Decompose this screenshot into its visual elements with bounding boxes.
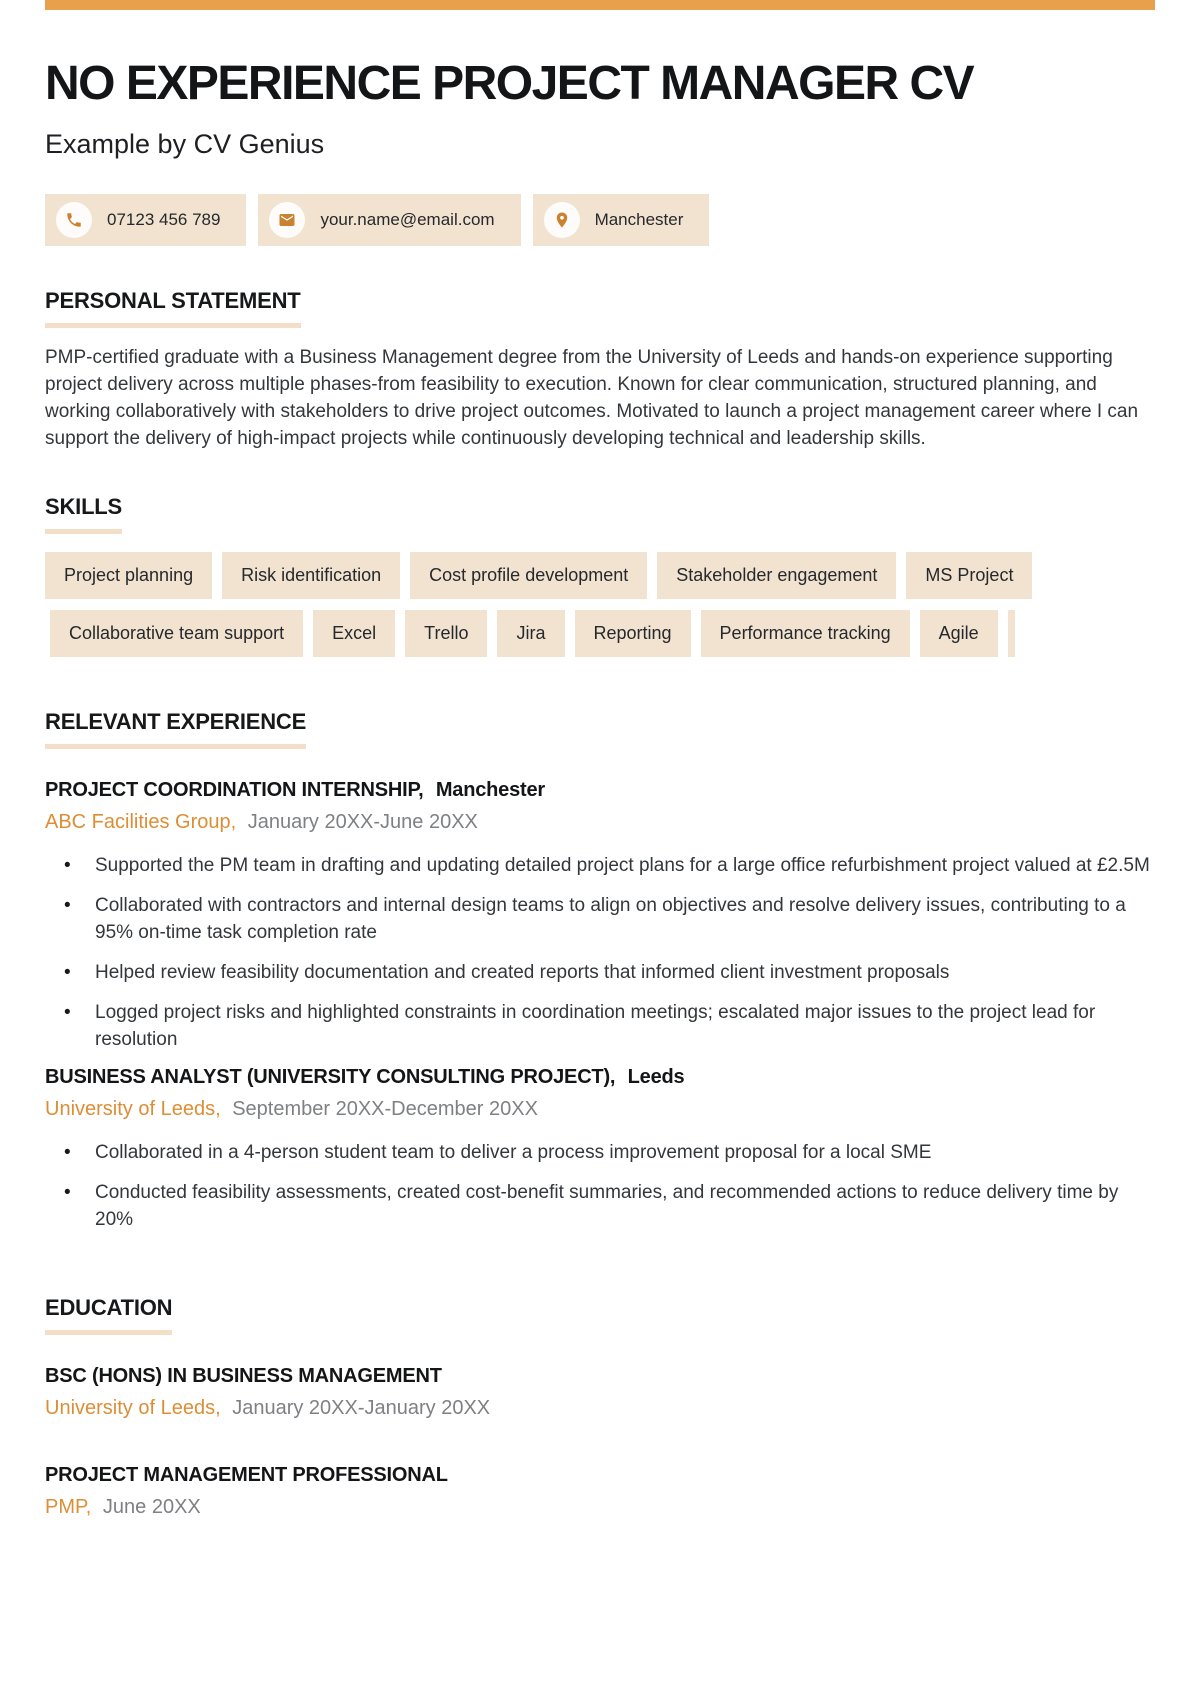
skill-tag: Risk identification [222,552,400,599]
contact-chip-phone [45,194,246,246]
education-subline [45,1397,1155,1420]
skill-tag: Stakeholder engagement [657,552,896,599]
job-bullet-list [45,1139,1155,1233]
skill-tag: Cost profile development [410,552,647,599]
top-accent-bar [45,0,1155,10]
job-dates: January 20XX-June 20XX [247,810,478,833]
institution-name: University of Leeds, [45,1396,221,1419]
skill-tag: MS Project [906,552,1032,599]
personal-statement-body: PMP-certified graduate with a Business Management degree from the University of Leeds and hands-on experience supporting project delivery across multiple phases-from feasibility to execution. Known for clear communication, structured planning, and working collaboratively with stakeholders to drive project outcomes. Motivated to launch a project management career where I can support the delivery of high-impact projects while continuously developing technical and leadership skills. [45,346,1139,449]
certification-title: PROJECT MANAGEMENT PROFESSIONAL [45,1463,448,1486]
bullet-item: • Helped review feasibility documentation and created reports that informed client investment proposals [45,959,1155,986]
contact-chip-email [258,194,520,246]
certifying-body: PMP, [45,1495,92,1518]
job-dates: September 20XX-December 20XX [232,1097,538,1120]
certification-dates: June 20XX [102,1495,201,1518]
skill-tag-cropped-fragment [1008,610,1015,657]
page-title: NO EXPERIENCE PROJECT MANAGER CV [45,57,974,110]
page-subtitle: Example by CV Genius [45,128,325,159]
phone-icon [56,202,92,238]
job-entry [45,779,1155,1053]
skill-tag: Project planning [45,552,212,599]
education-heading: EDUCATION [45,1295,172,1335]
skill-tag: Reporting [575,610,691,657]
job-entry [45,1066,1155,1233]
bullet-item: • Collaborated with contractors and internal design teams to align on objectives and resolve delivery issues, contributing to a 95% on-time task completion rate [45,892,1155,946]
education-dates: January 20XX-January 20XX [232,1396,491,1419]
company-name: ABC Facilities Group, [45,810,237,833]
job-bullet-list [45,852,1155,1053]
location-pin-icon [544,202,580,238]
job-location: Manchester [435,778,545,801]
section-education [45,1295,1155,1519]
job-title-line [45,1066,1155,1089]
bullet-item: • Collaborated in a 4-person student team to deliver a process improvement proposal for a local SME [45,1139,1155,1166]
job-subline [45,811,1155,834]
skill-tag: Collaborative team support [50,610,303,657]
email-address: your.name@email.com [320,209,495,229]
skill-tag-row-2 [50,610,1155,657]
job-title: PROJECT COORDINATION INTERNSHIP, [45,778,424,801]
skills-heading: SKILLS [45,494,122,534]
company-name: University of Leeds, [45,1097,221,1120]
contact-chip-location [533,194,710,246]
job-location: Leeds [627,1065,685,1088]
skill-tag: Agile [920,610,998,657]
education-subline [45,1496,1155,1519]
section-personal-statement [45,288,1155,452]
experience-heading: RELEVANT EXPERIENCE [45,709,306,749]
section-skills [45,494,1155,657]
bullet-item: • Conducted feasibility assessments, created cost-benefit summaries, and recommended actions to reduce delivery time by 20% [45,1179,1155,1233]
bullet-item: • Logged project risks and highlighted constraints in coordination meetings; escalated major issues to the project lead for resolution [45,999,1155,1053]
phone-number: 07123 456 789 [107,209,221,229]
contact-row [45,194,1155,246]
skill-tag: Excel [313,610,395,657]
section-relevant-experience [45,709,1155,1233]
skill-tag: Performance tracking [701,610,910,657]
location-text: Manchester [594,209,684,229]
job-title-line [45,779,1155,802]
job-title: BUSINESS ANALYST (UNIVERSITY CONSULTING PROJECT), [45,1065,616,1088]
education-entry [45,1365,1155,1420]
email-icon [269,202,305,238]
skill-tag: Jira [497,610,564,657]
skill-tag: Trello [405,610,487,657]
skill-tags [45,552,1155,657]
personal-statement-heading: PERSONAL STATEMENT [45,288,301,328]
skill-tag-row-1 [45,552,1155,599]
education-entry [45,1464,1155,1519]
bullet-item: • Supported the PM team in drafting and updating detailed project plans for a large office refurbishment project valued at £2.5M [45,852,1155,879]
degree-title: BSC (HONS) IN BUSINESS MANAGEMENT [45,1364,442,1387]
job-subline [45,1098,1155,1121]
